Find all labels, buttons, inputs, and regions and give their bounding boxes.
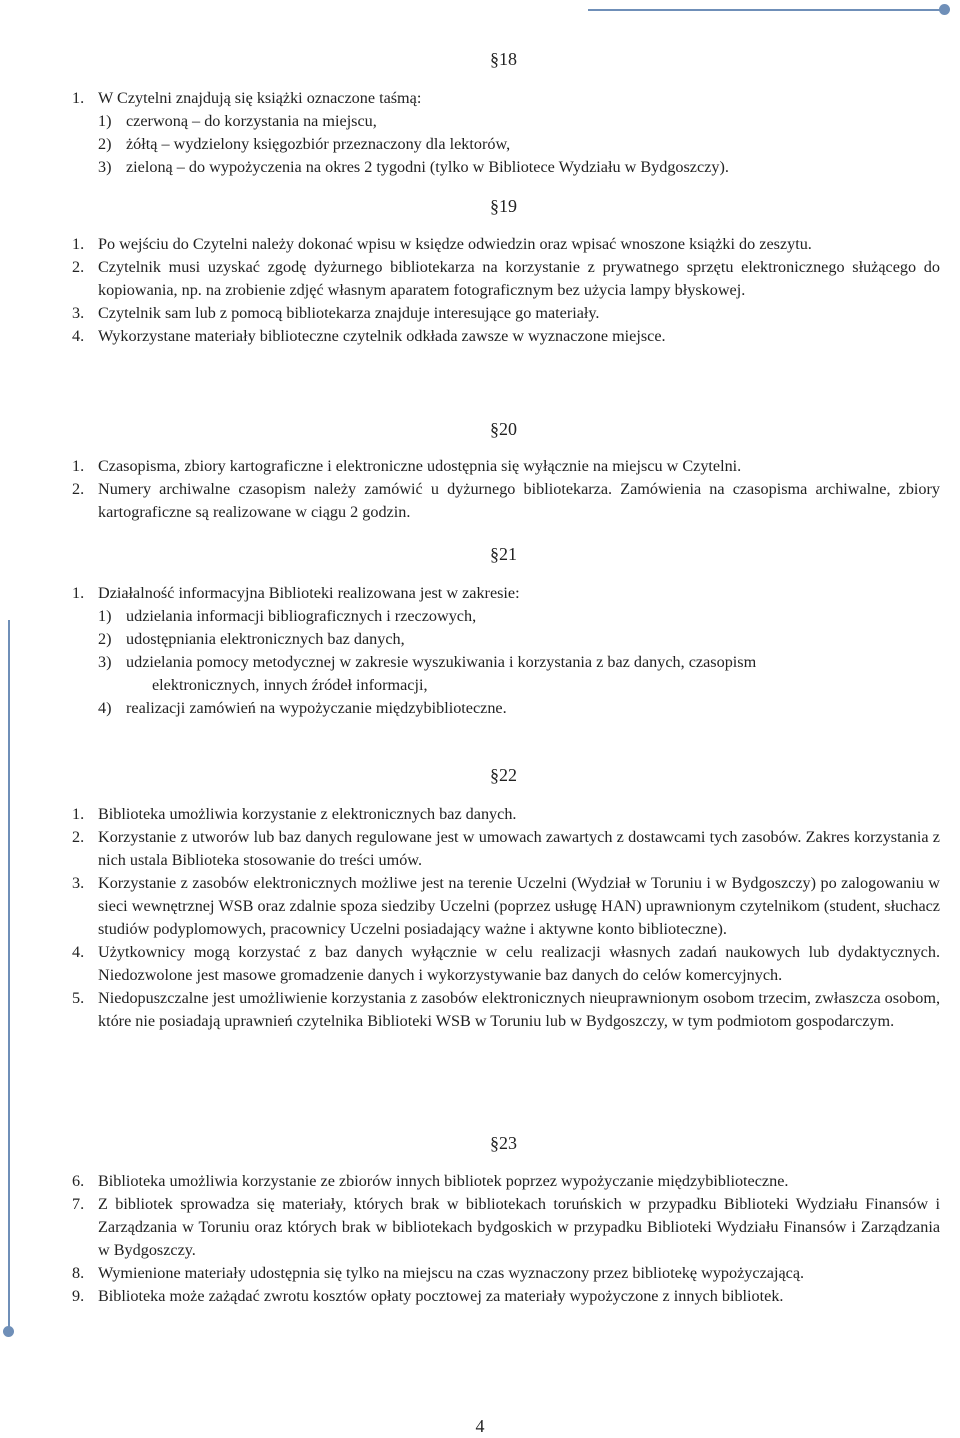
sub-item: [98, 605, 940, 628]
item-text: Użytkownicy mogą korzystać z baz danych wyłącznie w celu realizacji własnych zadań naukowych lub dydaktycznych. Niedozwolone jest masowe gromadzenie danych i wykorzystywanie baz danych do celów komercyjnych.: [98, 943, 940, 984]
sub-item-text: udostępniania elektronicznych baz danych,: [126, 630, 405, 648]
item-text: Biblioteka może zażądać zwrotu kosztów opłaty pocztowej za materiały wypożyczone z innych bibliotek.: [98, 1287, 784, 1305]
sub-item: [98, 628, 940, 651]
item-number: 2.: [72, 480, 85, 498]
item-text: Czytelnik musi uzyskać zgodę dyżurnego bibliotekarza na korzystanie z prywatnego sprzętu elektronicznego służącego do kopiowania, np. na zrobienie zdjęć własnym aparatem fotograficznym bez użycia lampy błyskowej.: [98, 258, 940, 299]
section-21: [72, 582, 940, 720]
sub-item-text: udzielania pomocy metodycznej w zakresie wyszukiwania i korzystania z baz danych, czasopism: [126, 653, 757, 671]
list-item: [72, 325, 940, 348]
list-item: [72, 582, 940, 605]
item-text: Biblioteka umożliwia korzystanie z elektronicznych baz danych.: [98, 805, 517, 823]
list-item: [72, 1262, 940, 1285]
sub-item-number: 4): [98, 699, 112, 717]
section-heading-20: §20: [490, 419, 517, 439]
item-number: 1.: [72, 805, 85, 823]
item-number: 4.: [72, 943, 85, 961]
list-item: [72, 941, 940, 987]
item-number: 9.: [72, 1287, 85, 1305]
sub-item-continuation: elektronicznych, innych źródeł informacji,: [152, 676, 428, 694]
sub-item: [98, 133, 940, 156]
side-rule: [8, 620, 10, 1330]
sub-item: [98, 110, 940, 133]
page-number: 4: [475, 1416, 485, 1436]
list-item: [72, 803, 940, 826]
list-item: [72, 1170, 940, 1193]
header-rule: [588, 9, 944, 11]
item-number: 2.: [72, 828, 85, 846]
item-number: 1.: [72, 457, 85, 475]
list-item: [72, 302, 940, 325]
section-heading-23: §23: [490, 1133, 517, 1153]
section-heading-18: §18: [490, 49, 517, 69]
sub-item-number: 3): [98, 158, 112, 176]
item-text: Wymienione materiały udostępnia się tylko na miejscu na czas wyznaczony przez bibliotekę wypożyczającą.: [98, 1264, 805, 1282]
section-heading-19: §19: [490, 196, 517, 216]
item-number: 6.: [72, 1172, 85, 1190]
item-number: 1.: [72, 235, 85, 253]
section-heading-22: §22: [490, 765, 517, 785]
sub-item-number: 2): [98, 630, 112, 648]
sub-item: [98, 651, 940, 674]
item-number: 8.: [72, 1264, 85, 1282]
item-text: Wykorzystane materiały biblioteczne czytelnik odkłada zawsze w wyznaczone miejsce.: [98, 327, 666, 345]
item-text: Czasopisma, zbiory kartograficzne i elektroniczne udostępnia się wyłącznie na miejscu w Czytelni.: [98, 457, 742, 475]
item-text: Biblioteka umożliwia korzystanie ze zbiorów innych bibliotek poprzez wypożyczanie międzybibliotecznе.: [98, 1172, 789, 1190]
list-item: [72, 872, 940, 941]
sub-item-text: realizacji zamówień na wypożyczanie międzybibliotecznе.: [126, 699, 507, 717]
list-item: [72, 455, 940, 478]
sub-item-text: czerwoną – do korzystania na miejscu,: [126, 112, 377, 130]
sub-item-text: udzielania informacji bibliograficznych i rzeczowych,: [126, 607, 477, 625]
item-text: Po wejściu do Czytelni należy dokonać wpisu w księdze odwiedzin oraz wpisać wnoszone książki do zeszytu.: [98, 235, 812, 253]
item-number: 5.: [72, 989, 85, 1007]
item-number: 3.: [72, 304, 85, 322]
list-item: [72, 87, 940, 110]
item-number: 1.: [72, 89, 85, 107]
item-number: 2.: [72, 258, 85, 276]
section-22: [72, 803, 940, 1033]
section-19: [72, 233, 940, 348]
sub-item: [98, 156, 940, 179]
section-23: [72, 1170, 940, 1308]
item-text: Korzystanie z zasobów elektronicznych możliwe jest na terenie Uczelni (Wydział w Toruniu i w Bydgoszczy) po zalogowaniu w sieci wewnętrznej WSB oraz zdalnie spoza siedziby Uczelni (poprzez usługę HAN) uprawnionym czytelnikom (student, słuchacz studiów podyplomowych, pracownicy Uczelni posiadający ważne i aktywne konto biblioteczne).: [98, 874, 940, 938]
sub-item: [98, 697, 940, 720]
list-item: [72, 256, 940, 302]
list-item: [72, 1193, 940, 1262]
sub-item-text: zieloną – do wypożyczenia na okres 2 tygodni (tylko w Bibliotece Wydziału w Bydgoszczy).: [126, 158, 729, 176]
section-heading-21: §21: [490, 544, 517, 564]
item-text: Działalność informacyjna Biblioteki realizowana jest w zakresie:: [98, 584, 520, 602]
sub-item-number: 1): [98, 112, 112, 130]
header-rule-dot: [939, 4, 950, 15]
sub-item-number: 1): [98, 607, 112, 625]
list-item: [72, 478, 940, 524]
item-number: 1.: [72, 584, 85, 602]
item-text: Korzystanie z utworów lub baz danych regulowane jest w umowach zawartych z dostawcami tych zasobów. Zakres korzystania z nich ustala Biblioteka stosowanie do treści umów.: [98, 828, 940, 869]
sub-item-text: żółtą – wydzielony księgozbiór przeznaczony dla lektorów,: [126, 135, 511, 153]
item-number: 7.: [72, 1195, 85, 1213]
item-number: 3.: [72, 874, 85, 892]
item-text: Z bibliotek sprowadza się materiały, których brak w bibliotekach toruńskich w przypadku Biblioteki Wydziału Finansów i Zarządzania w Toruniu oraz których brak w bibliotekach bydgoskich w przypadku Biblioteki Wydziału Finansów i Zarządzania w Bydgoszczy.: [98, 1195, 940, 1259]
section-20: [72, 455, 940, 524]
item-text: W Czytelni znajdują się książki oznaczone taśmą:: [98, 89, 422, 107]
item-text: Czytelnik sam lub z pomocą bibliotekarza znajduje interesujące go materiały.: [98, 304, 600, 322]
list-item: [72, 233, 940, 256]
item-number: 4.: [72, 327, 85, 345]
sub-item-number: 3): [98, 653, 112, 671]
item-text: Numery archiwalne czasopism należy zamówić u dyżurnego bibliotekarza. Zamówienia na czasopisma archiwalne, zbiory kartograficzne są realizowane w ciągu 2 godzin.: [98, 480, 940, 521]
sub-item-number: 2): [98, 135, 112, 153]
section-18: [72, 87, 940, 179]
side-rule-dot: [3, 1326, 14, 1337]
list-item: [72, 987, 940, 1033]
list-item: [72, 826, 940, 872]
list-item: [72, 1285, 940, 1308]
item-text: Niedopuszczalne jest umożliwienie korzystania z zasobów elektronicznych nieuprawnionym osobom trzecim, zwłaszcza osobom, które nie posiadają uprawnień czytelnika Biblioteki WSB w Toruniu lub w Bydgoszczy, w tym podmiotom gospodarczym.: [98, 989, 940, 1030]
